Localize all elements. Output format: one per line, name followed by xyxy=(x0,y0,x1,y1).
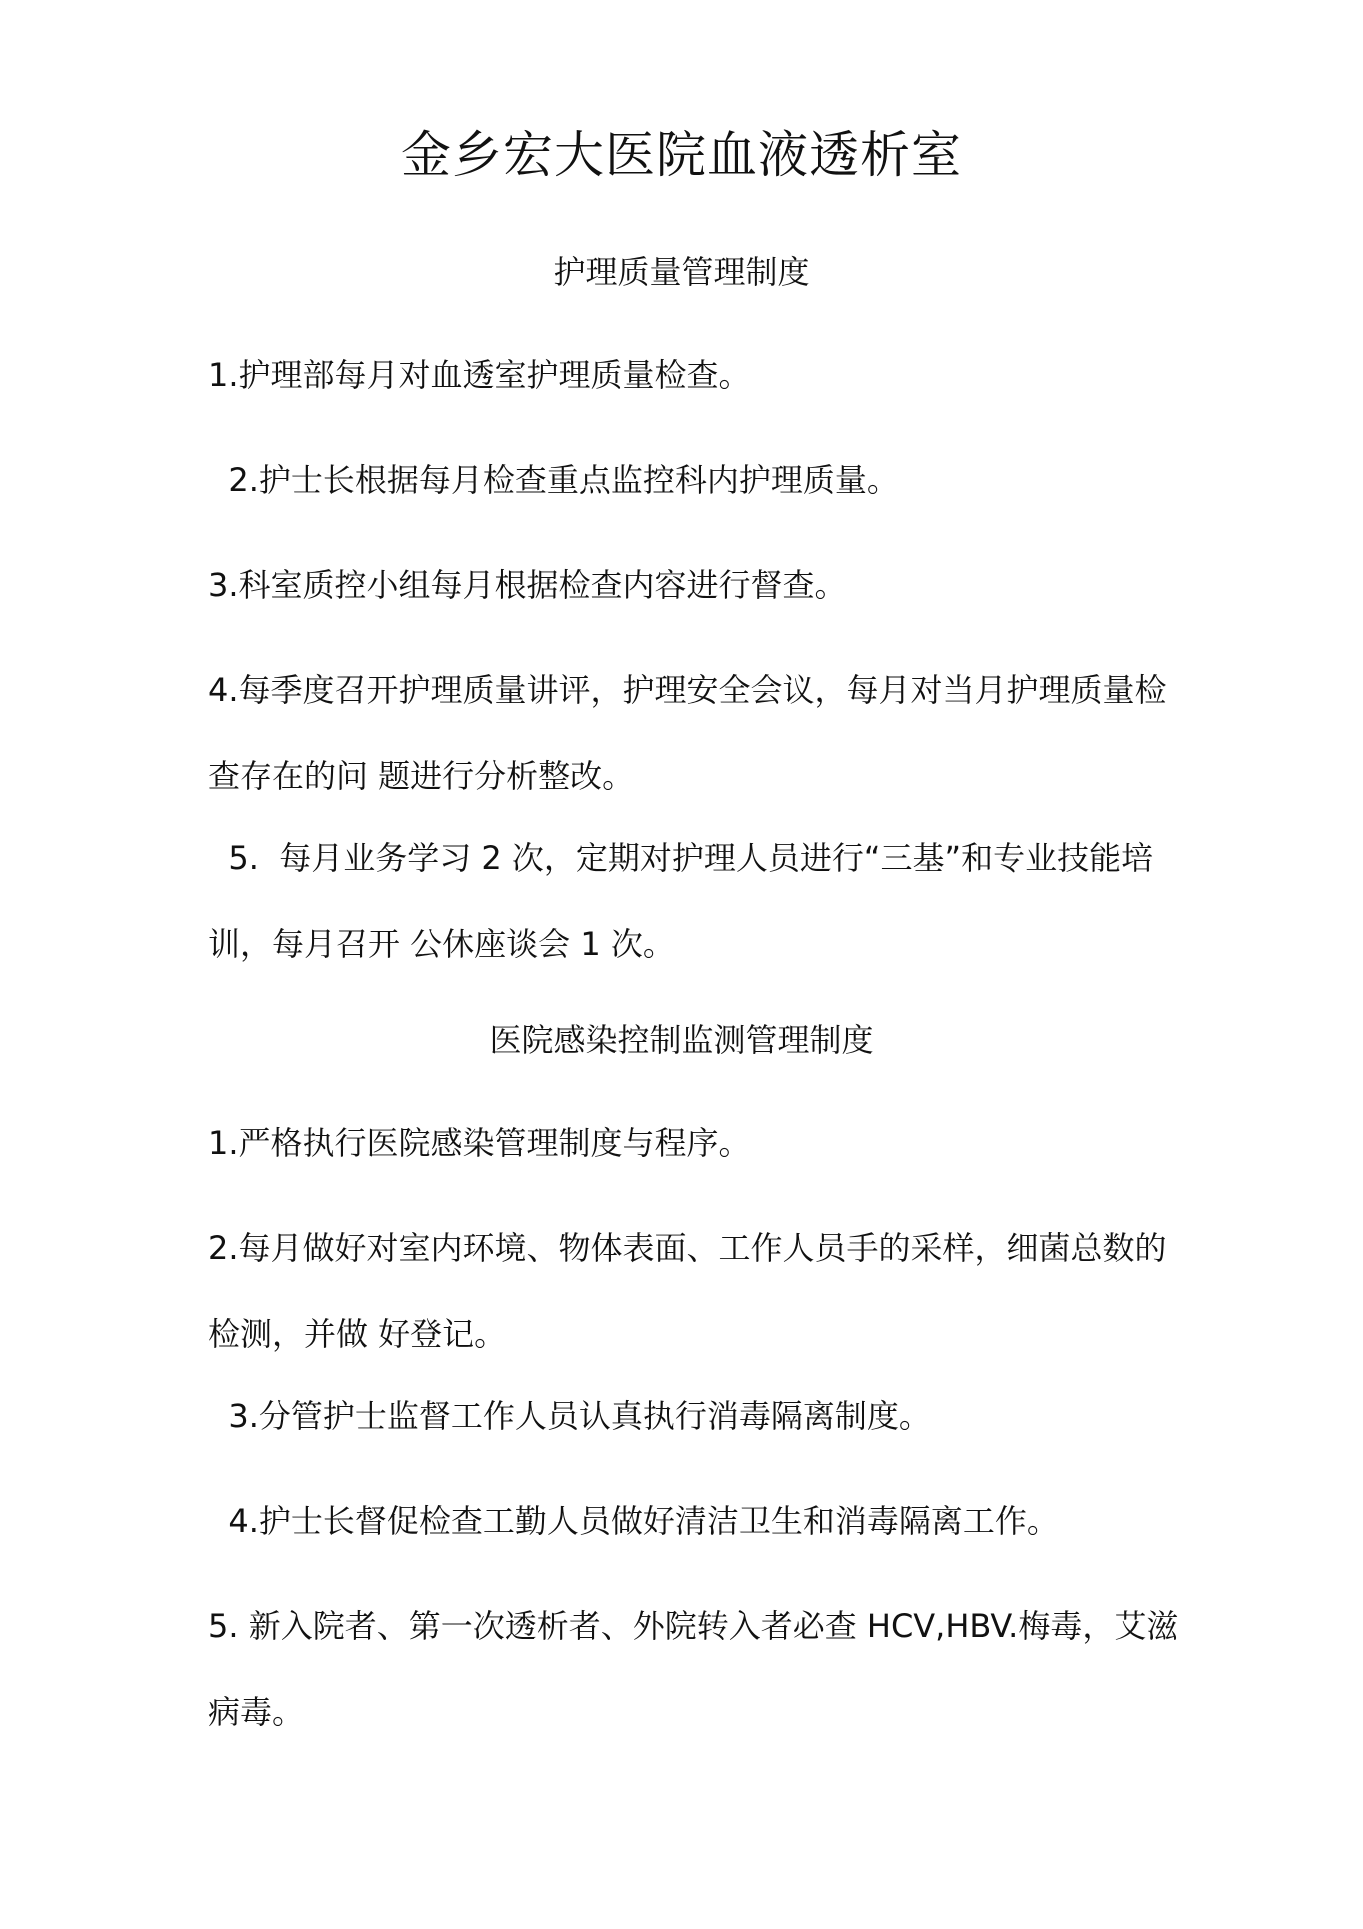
nursing-item-5: 5. 每月业务学习 2 次，定期对护理人员进行“三基”和专业技能培训，每月召开 公休座谈会 1 次。 xyxy=(208,839,1154,963)
nursing-item-1: 1.护理部每月对血透室护理质量检查。 xyxy=(208,356,751,394)
infection-item-1: 1.严格执行医院感染管理制度与程序。 xyxy=(208,1124,751,1162)
section-heading-nursing-quality: 护理质量管理制度 xyxy=(553,253,810,291)
infection-item-2: 2.每月做好对室内环境、物体表面、工作人员手的采样，细菌总数的检测，并做 好登记。 xyxy=(208,1229,1167,1353)
infection-item-3: 3.分管护士监督工作人员认真执行消毒隔离制度。 xyxy=(208,1397,931,1435)
nursing-item-4: 4.每季度召开护理质量讲评，护理安全会议，每月对当月护理质量检查存在的问 题进行分析整改。 xyxy=(208,671,1167,795)
document-title: 金乡宏大医院血液透析室 xyxy=(401,126,962,184)
infection-item-4: 4.护士长督促检查工勤人员做好清洁卫生和消毒隔离工作。 xyxy=(208,1502,1059,1540)
infection-item-5: 5. 新入院者、第一次透析者、外院转入者必查 HCV,HBV.梅毒，艾滋病毒。 xyxy=(208,1607,1179,1731)
nursing-item-3: 3.科室质控小组每月根据检查内容进行督查。 xyxy=(208,566,847,604)
section-heading-infection-control: 医院感染控制监测管理制度 xyxy=(489,1021,874,1059)
nursing-item-2: 2.护士长根据每月检查重点监控科内护理质量。 xyxy=(208,461,899,499)
